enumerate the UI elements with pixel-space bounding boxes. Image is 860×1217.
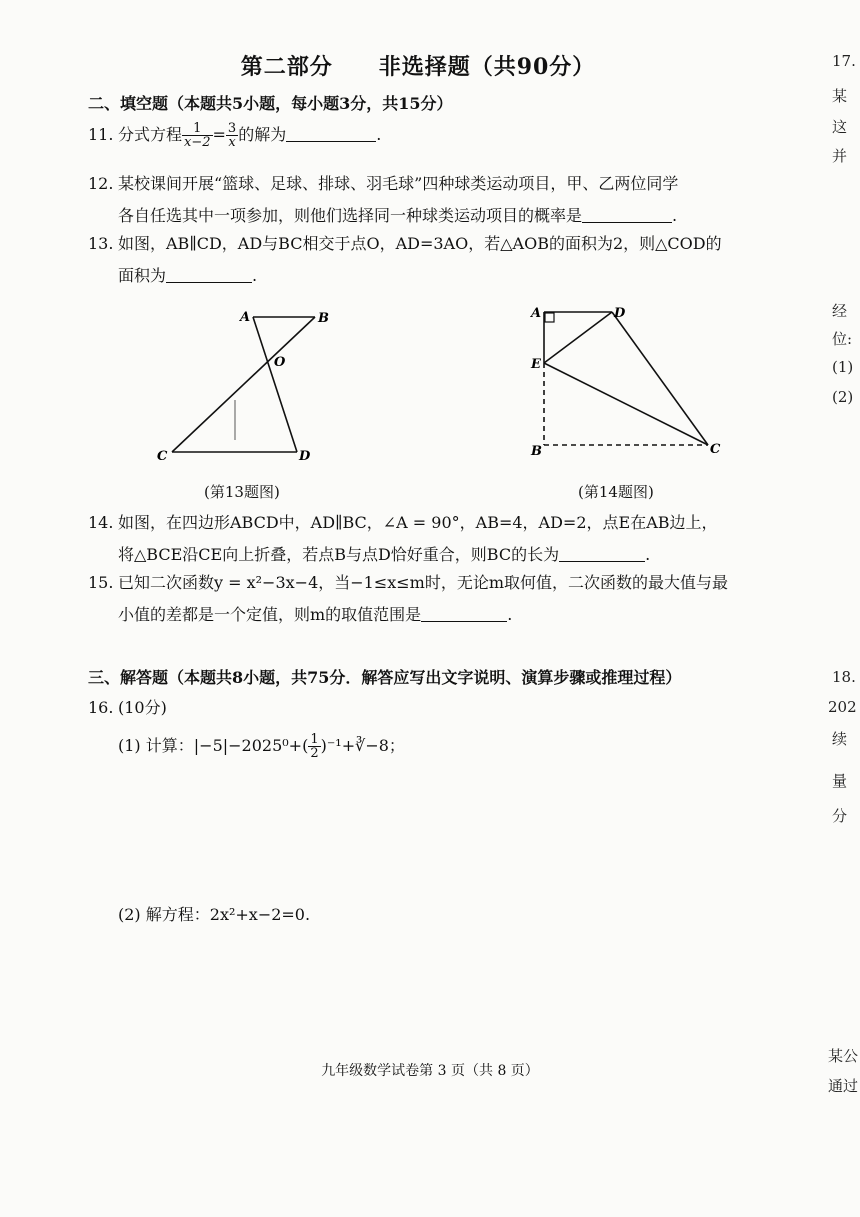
margin-fragment: 202 [828, 698, 857, 716]
q13-end: . [252, 266, 258, 285]
margin-fragment: 某 [832, 87, 848, 105]
q11-fraction-1: $\frac{1}{x-2}$ [184, 121, 211, 150]
part-title: 第二部分 非选择题（共90分） [240, 54, 596, 80]
q14-line-2: 将△BCE沿CE向上折叠，若点B与点D恰好重合，则BC的长为 [118, 545, 560, 564]
margin-fragment: 量 [832, 772, 848, 790]
segment-ad [253, 317, 297, 452]
q12-line-1: 某校课间开展“篮球、足球、排球、羽毛球”四种球类运动项目，甲、乙两位同学 [118, 174, 679, 193]
segment-dc [612, 312, 708, 445]
q12-line-2: 各自任选其中一项参加，则他们选择同一种球类运动项目的概率是 [118, 206, 583, 225]
q16-part-1-suffix: )⁻¹+∛−8； [320, 736, 405, 755]
answer-blank[interactable] [286, 125, 376, 142]
q11-equals: = [212, 125, 226, 144]
label-d: D [614, 306, 626, 321]
margin-fragment: 并 [832, 147, 848, 165]
label-o: O [274, 355, 286, 370]
segment-bc [172, 317, 315, 452]
q16-part-1-prefix: 计算：|−5|−2025⁰+( [145, 736, 309, 755]
question-number: 15. [88, 573, 114, 592]
margin-fragment: 通过 [828, 1077, 859, 1095]
margin-fragment: 某公 [828, 1047, 859, 1065]
question-12 [88, 168, 678, 232]
q16-part-2-text: 解方程：2x²+x−2=0. [145, 905, 311, 924]
q16-part-1-label: (1) [118, 736, 141, 755]
margin-fragment: 17. [832, 52, 856, 70]
q13-line-1: 如图，AB∥CD，AD与BC相交于点O，AD=3AO，若△AOB的面积为2，则△COD的 [118, 234, 722, 253]
question-number: 11. [88, 125, 114, 144]
margin-fragment: 这 [832, 118, 848, 136]
q12-end: . [672, 206, 678, 225]
margin-fragment: 位: [832, 330, 853, 348]
question-16-header [88, 695, 167, 718]
question-14 [88, 507, 718, 571]
q15-line-2: 小值的差都是一个定值，则m的取值范围是 [118, 605, 422, 624]
figure-14 [520, 295, 730, 465]
question-number: 14. [88, 513, 114, 532]
answer-blank[interactable] [166, 266, 252, 283]
label-a: A [531, 306, 542, 321]
question-15 [88, 567, 728, 631]
label-c: C [157, 449, 168, 464]
label-b: B [318, 311, 329, 326]
section-3-title: 三、解答题（本题共8小题，共75分．解答应写出文字说明、演算步骤或推理过程） [88, 668, 682, 687]
q16-part-2-label: (2) [118, 905, 141, 924]
figure-13 [150, 300, 350, 470]
q14-end: . [645, 545, 651, 564]
figure-14-caption: (第14题图) [578, 483, 654, 501]
question-number: 12. [88, 174, 114, 193]
margin-fragment: (2) [832, 388, 854, 406]
margin-fragment: (1) [832, 358, 854, 376]
answer-blank[interactable] [559, 545, 645, 562]
q13-line-2: 面积为 [118, 266, 167, 285]
q16-score: (10分) [118, 698, 167, 717]
label-d: D [299, 449, 311, 464]
q11-prefix: 分式方程 [118, 125, 183, 144]
segment-ec [544, 363, 708, 445]
question-number: 13. [88, 234, 114, 253]
margin-fragment: 续 [832, 730, 848, 748]
question-16-part-1 [118, 733, 405, 760]
q11-fraction-2: $\frac{3}{x}$ [227, 121, 237, 150]
q11-suffix: 的解为 [238, 125, 287, 144]
margin-fragment: 18. [832, 668, 856, 686]
right-angle-mark [545, 313, 554, 322]
margin-fragment: 分 [832, 807, 848, 825]
q16-fraction: $\frac{1}{2}$ [310, 732, 319, 761]
question-11 [88, 122, 381, 149]
section-2-title: 二、填空题（本题共5小题，每小题3分，共15分） [88, 94, 453, 113]
figure-13-caption: (第13题图) [204, 483, 280, 501]
page-footer: 九年级数学试卷第 3 页（共 8 页） [321, 1063, 539, 1079]
label-a: A [240, 310, 251, 325]
question-16-part-2 [118, 902, 310, 925]
question-13 [88, 228, 722, 292]
question-number: 16. [88, 698, 114, 717]
q15-line-1: 已知二次函数y = x²−3x−4，当−1≤x≤m时，无论m取何值，二次函数的最大值与最 [118, 573, 729, 592]
q11-end: . [376, 125, 382, 144]
q15-end: . [507, 605, 513, 624]
label-e: E [531, 357, 541, 372]
margin-fragment: 经 [832, 302, 848, 320]
label-b: B [531, 444, 542, 459]
label-c: C [710, 442, 721, 457]
answer-blank[interactable] [421, 605, 507, 622]
answer-blank[interactable] [582, 206, 672, 223]
q14-line-1: 如图，在四边形ABCD中，AD∥BC，∠A = 90°，AB=4，AD=2，点E在AB边上， [118, 513, 718, 532]
